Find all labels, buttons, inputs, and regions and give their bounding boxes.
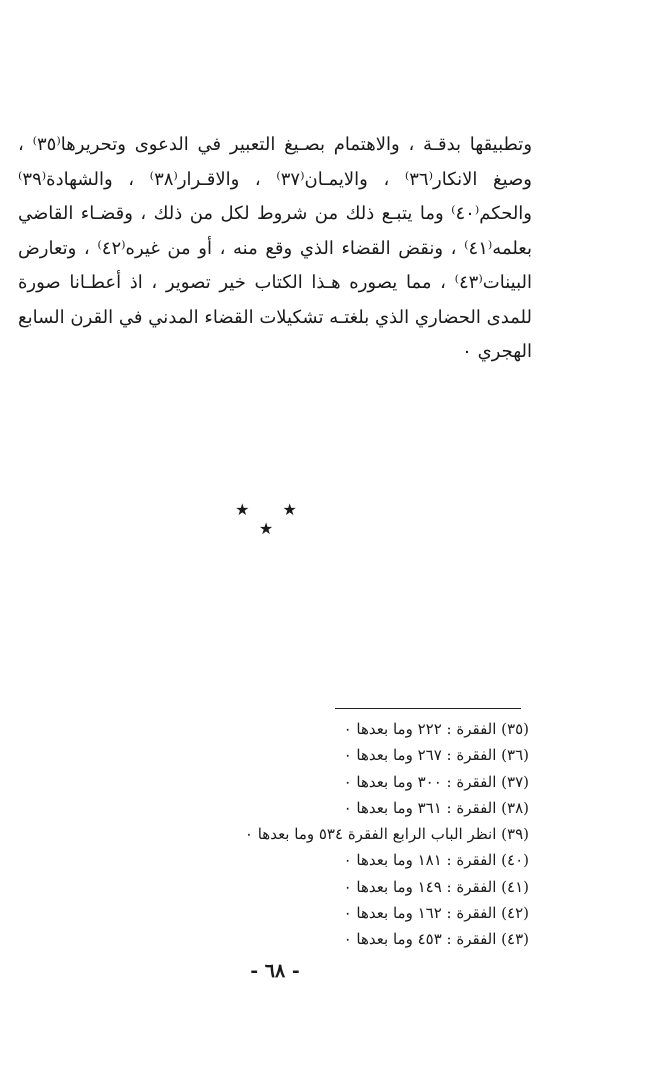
footnote-36: (٣٦) الفقرة : ٢٦٧ وما بعدها ٠: [343, 746, 529, 765]
footnote-41: (٤١) الفقرة : ١٤٩ وما بعدها ٠: [343, 877, 529, 896]
main-paragraph: وتطبيقها بدقـة ، والاهتمام بصـيغ التعبير في الدعوى وتحريرها⁽٣٥⁾ ، وصيغ الانكار⁽٣٦⁾ ، والايمـان⁽٣٧⁾ ، والاقـرار⁽٣٨⁾ ، والشهادة⁽٣٩⁾ والحكم⁽٤٠⁾ وما يتبـع ذلك من شروط لكل من ذلك ، وقضـاء القاضي بعلمه⁽٤١⁾ ، ونقض القضاء الذي وقع منه ، أو من غيره⁽٤٢⁾ ، وتعارض البينات⁽٤٣⁾ ، مما يصوره هـذا الكتاب خير تصوير ، اذ أعطـانا صورة للمدى الحضاري الذي بلغتـه تشكيلات القضاء المدني في القرن السابع الهجري ٠: [18, 134, 533, 362]
footnote-43: (٤٣) الفقرة : ٤٥٣ وما بعدها ٠: [343, 930, 529, 949]
footnote-40: (٤٠) الفقرة : ١٨١ وما بعدها ٠: [343, 851, 529, 870]
footnote-37: (٣٧) الفقرة : ٣٠٠ وما بعدها ٠: [343, 772, 529, 791]
footnote-39: (٣٩) انظر الباب الرابع الفقرة ٥٣٤ وما بعدها ٠: [244, 825, 529, 844]
footnote-divider: [335, 708, 521, 709]
footnotes-list: [100, 716, 529, 953]
footnote-42: (٤٢) الفقرة : ١٦٢ وما بعدها ٠: [343, 904, 529, 923]
footnote-35: (٣٥) الفقرة : ٢٢٢ وما بعدها ٠: [343, 720, 529, 738]
footnote-38: (٣٨) الفقرة : ٣٦١ وما بعدها ٠: [343, 798, 529, 817]
page-number: - ٦٨ -: [250, 960, 300, 982]
main-paragraph-block: [18, 128, 532, 370]
section-separator-stars: ★ ★ ★: [235, 500, 311, 538]
